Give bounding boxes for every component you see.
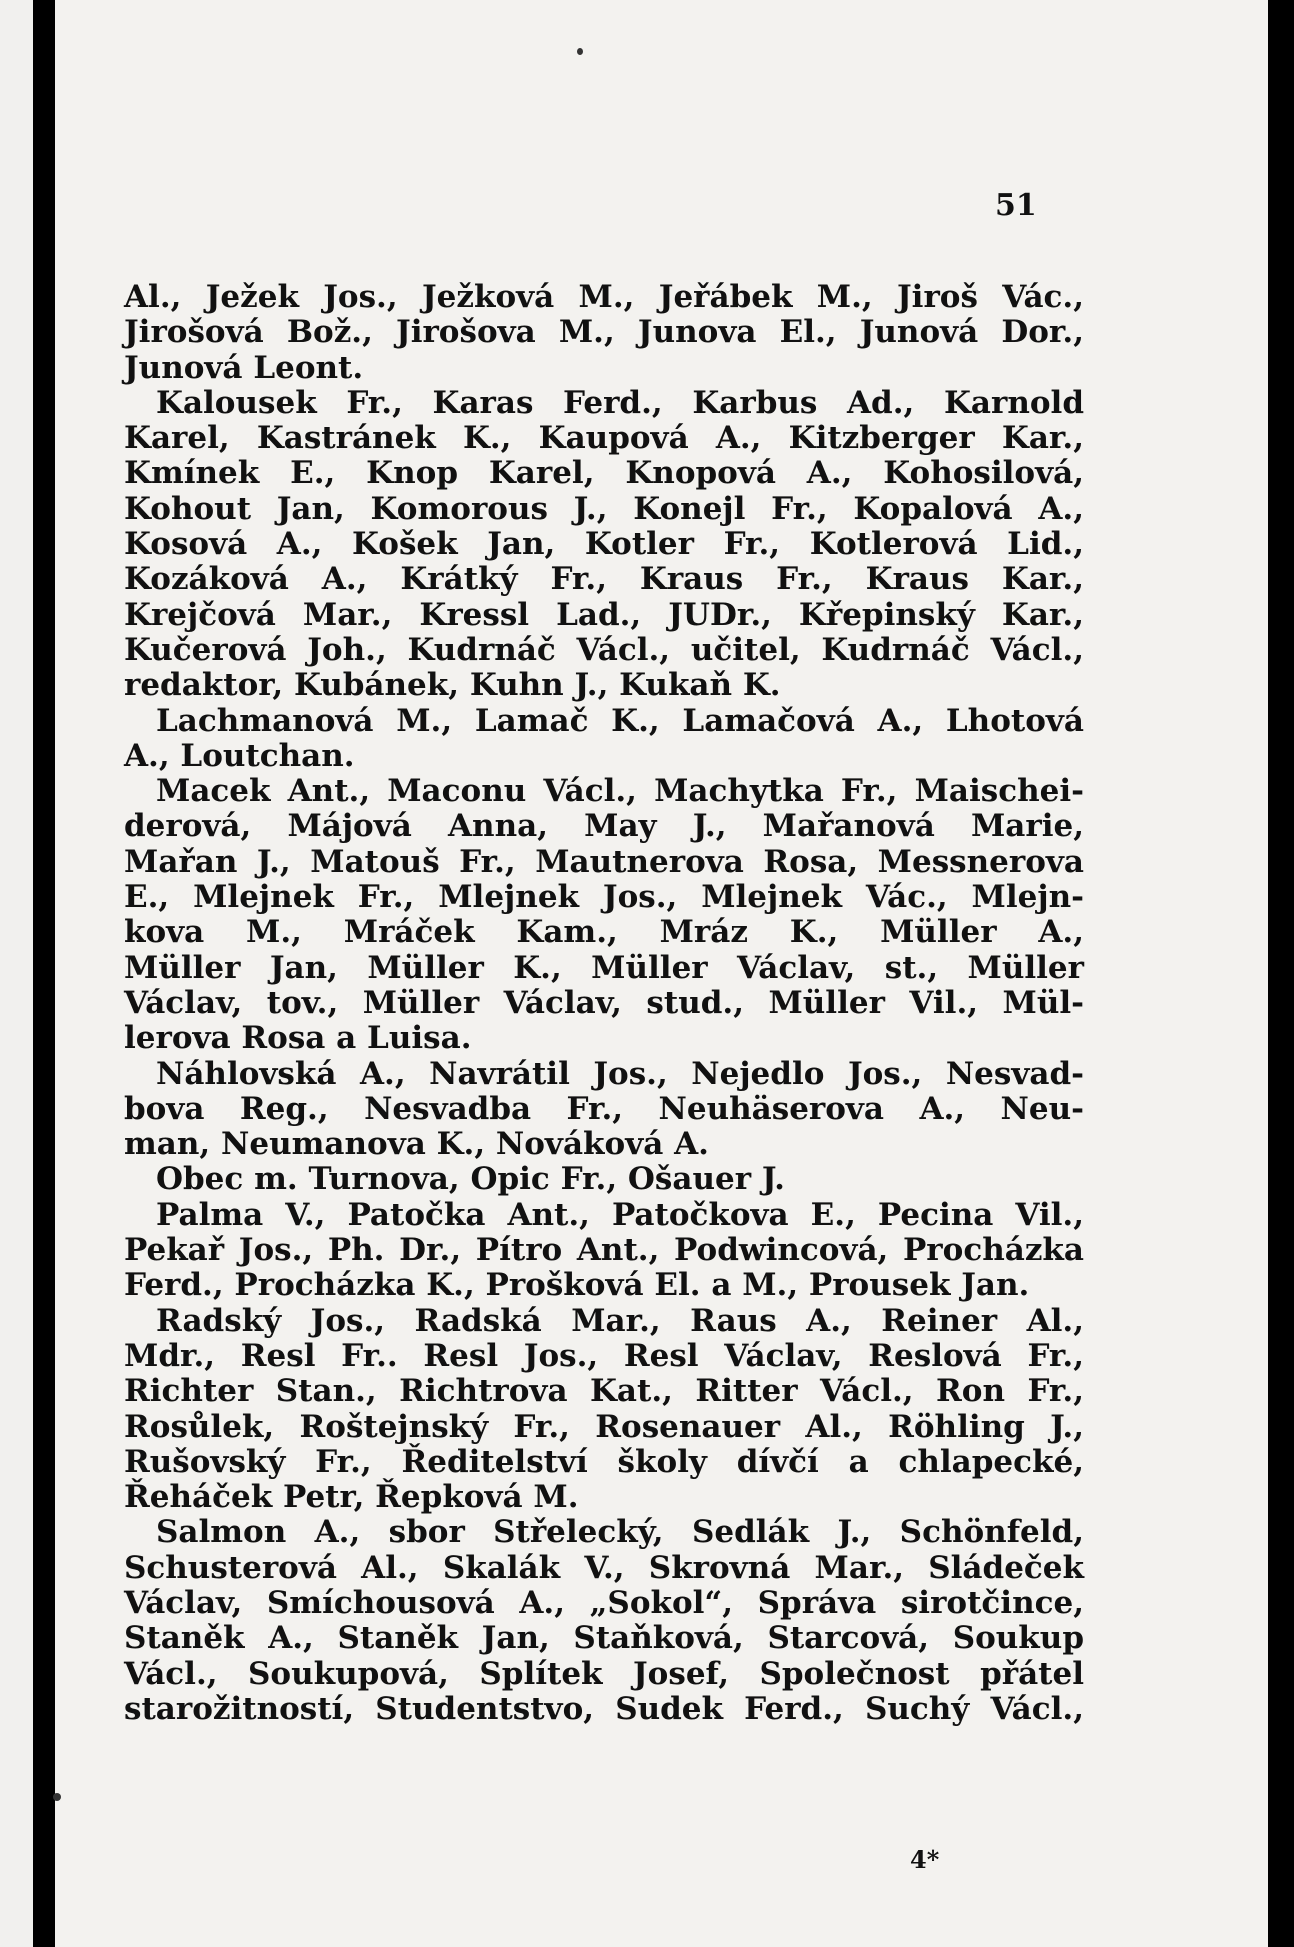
- text-line: Kmínek E., Knop Karel, Knopová A., Kohosilová,: [124, 455, 1084, 492]
- text-line: Richter Stan., Richtrova Kat., Ritter Václ., Ron Fr.,: [124, 1373, 1084, 1410]
- text-line: Macek Ant., Maconu Václ., Machytka Fr., Maischei-: [156, 773, 1084, 810]
- text-line: Kosová A., Košek Jan, Kotler Fr., Kotlerová Lid.,: [124, 526, 1084, 563]
- text-line: bova Reg., Nesvadba Fr., Neuhäserova A., Neu-: [124, 1090, 1084, 1127]
- text-line: Kalousek Fr., Karas Ferd., Karbus Ad., Karnold: [156, 384, 1084, 421]
- ink-speck: [53, 1793, 61, 1801]
- text-line: Kohout Jan, Komorous J., Konejl Fr., Kopalová A.,: [124, 490, 1084, 527]
- text-line: redaktor, Kubánek, Kuhn J., Kukaň K.: [124, 667, 781, 704]
- text-line: Radský Jos., Radská Mar., Raus A., Reiner Al.,: [156, 1302, 1084, 1339]
- text-line: kova M., Mráček Kam., Mráz K., Müller A.,: [124, 914, 1084, 951]
- text-line: Obec m. Turnova, Opic Fr., Ošauer J.: [156, 1161, 785, 1198]
- text-line: Junová Leont.: [124, 349, 364, 386]
- text-line: Václav, tov., Müller Václav, stud., Müller Vil., Mül-: [124, 984, 1084, 1021]
- previous-page-edge: [0, 0, 33, 1947]
- printer-signature-mark: 4*: [910, 1845, 940, 1874]
- ink-speck: [577, 48, 583, 55]
- book-page: [55, 0, 1268, 1947]
- text-line: A., Loutchan.: [124, 737, 355, 774]
- text-line: Lachmanová M., Lamač K., Lamačová A., Lhotová: [156, 702, 1084, 739]
- text-line: Pekař Jos., Ph. Dr., Pítro Ant., Podwincová, Procházka: [124, 1232, 1084, 1269]
- text-line: Kučerová Joh., Kudrnáč Václ., učitel, Kudrnáč Václ.,: [124, 631, 1084, 668]
- text-line: Václav, Smíchousová A., „Sokol“, Správa sirotčince,: [124, 1584, 1084, 1621]
- text-line: Ferd., Procházka K., Prošková El. a M., Prousek Jan.: [124, 1267, 1030, 1304]
- text-line: Al., Ježek Jos., Ježková M., Jeřábek M., Jiroš Vác.,: [124, 279, 1084, 315]
- text-line: lerova Rosa a Luisa.: [124, 1020, 472, 1057]
- text-line: starožitností, Studentstvo, Sudek Ferd., Suchý Václ.,: [124, 1690, 1084, 1727]
- text-line: Mařan J., Matouš Fr., Mautnerova Rosa, Messnerova: [124, 843, 1084, 880]
- text-line: E., Mlejnek Fr., Mlejnek Jos., Mlejnek Vác., Mlejn-: [124, 879, 1084, 916]
- text-line: Mdr., Resl Fr.. Resl Jos., Resl Václav, Reslová Fr.,: [124, 1337, 1084, 1374]
- text-line: man, Neumanova K., Nováková A.: [124, 1126, 709, 1163]
- text-line: Staněk A., Staněk Jan, Staňková, Starcová, Soukup: [124, 1620, 1084, 1657]
- text-line: Palma V., Patočka Ant., Patočkova E., Pecina Vil.,: [156, 1196, 1084, 1233]
- text-column: [124, 280, 1084, 1727]
- text-line: Krejčová Mar., Kressl Lad., JUDr., Křepinský Kar.,: [124, 596, 1084, 633]
- text-line: Salmon A., sbor Střelecký, Sedlák J., Schönfeld,: [156, 1514, 1084, 1551]
- text-line: Rosůlek, Roštejnský Fr., Rosenauer Al., Röhling J.,: [124, 1408, 1084, 1445]
- text-line: Jirošová Bož., Jirošova M., Junova El., Junová Dor.,: [124, 314, 1084, 351]
- text-line: Řeháček Petr, Řepková M.: [124, 1479, 579, 1516]
- text-line: Müller Jan, Müller K., Müller Václav, st., Müller: [124, 949, 1084, 986]
- text-line: Václ., Soukupová, Splítek Josef, Společnost přátel: [124, 1655, 1084, 1692]
- text-line: Karel, Kastránek K., Kaupová A., Kitzberger Kar.,: [124, 420, 1084, 457]
- text-line: Rušovský Fr., Ředitelství školy dívčí a chlapecké,: [124, 1443, 1084, 1480]
- text-line: Kozáková A., Krátký Fr., Kraus Fr., Kraus Kar.,: [124, 561, 1084, 598]
- text-line: derová, Májová Anna, May J., Mařanová Marie,: [124, 808, 1084, 845]
- page-number: 51: [995, 188, 1037, 223]
- text-line: Náhlovská A., Navrátil Jos., Nejedlo Jos., Nesvad-: [156, 1055, 1084, 1092]
- text-line: Schusterová Al., Skalák V., Skrovná Mar., Sládeček: [124, 1549, 1084, 1586]
